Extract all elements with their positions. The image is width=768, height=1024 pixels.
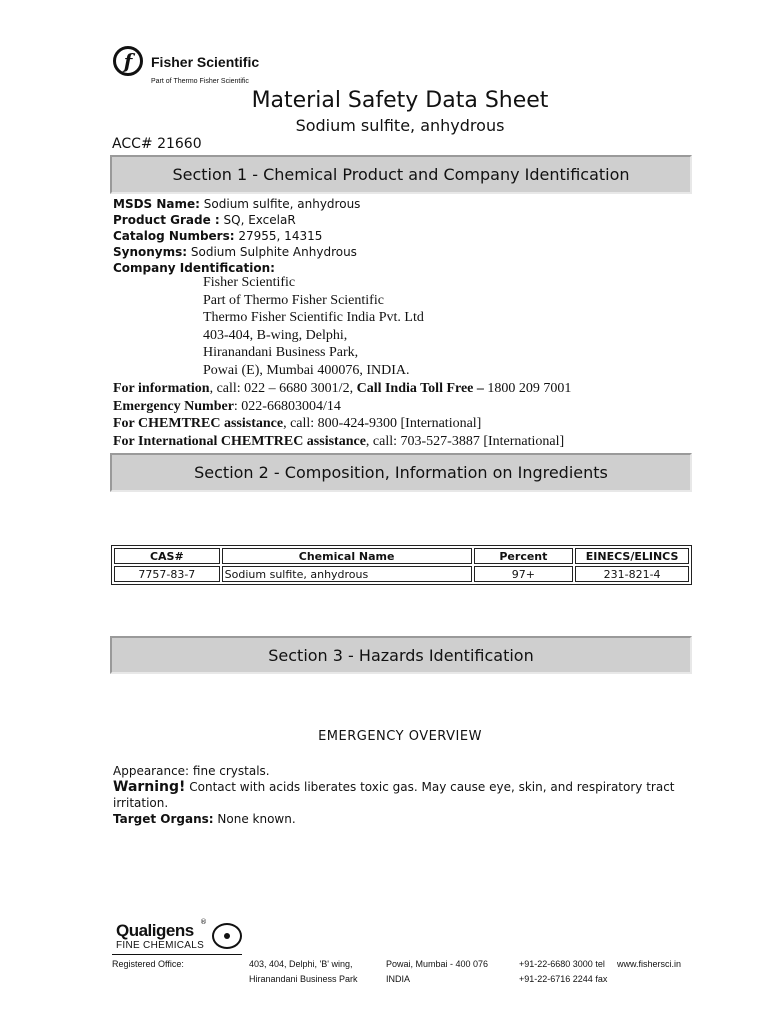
target-organs-label: Target Organs:	[113, 812, 214, 826]
table-row	[114, 566, 689, 582]
address-line: Part of Thermo Fisher Scientific	[203, 292, 384, 308]
footer-website[interactable]: www.fishersci.in	[617, 959, 682, 969]
info-text: , call: 022 – 6680 3001/2,	[209, 381, 357, 396]
product-info	[113, 196, 360, 276]
document-title: Material Safety Data Sheet	[251, 88, 549, 113]
info-label: For information	[113, 381, 210, 396]
address-line: 403-404, B-wing, Delphi,	[203, 327, 348, 343]
footer-city-line: INDIA	[386, 974, 411, 984]
emergency-overview-heading: EMERGENCY OVERVIEW	[318, 729, 482, 744]
footer-city	[386, 957, 488, 987]
synonyms: Sodium Sulphite Anhydrous	[190, 245, 357, 259]
section1-heading: Section 1 - Chemical Product and Company Identification	[110, 155, 692, 194]
footer-fax: +91-22-6716 2244 fax	[519, 974, 608, 984]
section2-heading: Section 2 - Composition, Information on Ingredients	[110, 453, 692, 492]
address-line: Thermo Fisher Scientific India Pvt. Ltd	[203, 310, 424, 325]
target-organs: None known.	[213, 812, 296, 826]
address-line: Powai (E), Mumbai 400076, INDIA.	[203, 362, 410, 378]
registered-mark: ®	[200, 918, 207, 926]
percent-cell: 97+	[474, 566, 574, 582]
chemical-name-cell: Sodium sulfite, anhydrous	[222, 566, 472, 582]
cas-cell: 7757-83-7	[114, 566, 220, 582]
brand-subtitle: Part of Thermo Fisher Scientific	[151, 78, 249, 85]
catalog-label: Catalog Numbers:	[113, 229, 235, 243]
footer-city-line: Powai, Mumbai - 400 076	[386, 959, 489, 969]
contact-info	[113, 380, 571, 450]
einecs-cell: 231-821-4	[575, 566, 689, 582]
footer-address	[249, 957, 358, 987]
grade: SQ, ExcelaR	[223, 213, 296, 227]
grade-label: Product Grade :	[113, 213, 220, 227]
registered-office-label: Registered Office:	[112, 959, 184, 969]
footer-phone	[519, 957, 607, 987]
tollfree-label: Call India Toll Free –	[356, 381, 484, 396]
document-subtitle: Sodium sulfite, anhydrous	[295, 116, 505, 135]
intl-chemtrec-label: For International CHEMTREC assistance	[113, 433, 366, 449]
footer-tel: +91-22-6680 3000 tel	[519, 959, 605, 969]
msds-name: Sodium sulfite, anhydrous	[203, 197, 361, 211]
company-label: Company Identification:	[113, 261, 275, 275]
hazard-summary	[113, 763, 683, 827]
intl-chemtrec-number: , call: 703-527-3887 [International]	[365, 433, 565, 449]
footer-divider	[112, 954, 242, 955]
warning-label: Warning!	[113, 779, 186, 795]
footer-address-line: 403, 404, Delphi, 'B' wing,	[249, 959, 353, 969]
address-line: Hiranandani Business Park,	[203, 345, 359, 360]
appearance: Appearance: fine crystals.	[113, 764, 270, 778]
synonyms-label: Synonyms:	[113, 245, 188, 259]
tollfree-number: 1800 209 7001	[483, 381, 572, 396]
column-header: Chemical Name	[222, 548, 472, 564]
chemtrec-label: For CHEMTREC assistance	[113, 416, 284, 431]
address-line: Fisher Scientific	[203, 275, 296, 290]
footer-address-line: Hiranandani Business Park	[249, 974, 358, 984]
emergency-label: Emergency Number	[113, 398, 234, 414]
column-header: CAS#	[114, 548, 220, 564]
table-header-row	[114, 548, 689, 564]
acc-number: ACC# 21660	[112, 136, 202, 152]
brand-name: Fisher Scientific	[151, 54, 260, 70]
composition-table	[111, 545, 692, 585]
qualigens-logo: Qualigens	[116, 921, 194, 940]
chemtrec-number: , call: 800-424-9300 [International]	[283, 416, 482, 431]
fisher-logo-icon: f	[113, 46, 143, 76]
warning-text: Contact with acids liberates toxic gas. May cause eye, skin, and respiratory tract irritation.	[113, 780, 675, 810]
catalog-numbers: 27955, 14315	[238, 229, 323, 243]
qualigens-subtitle: FINE CHEMICALS	[116, 940, 205, 951]
column-header: EINECS/ELINCS	[575, 548, 689, 564]
column-header: Percent	[474, 548, 574, 564]
emergency-number: : 022-66803004/14	[233, 398, 341, 414]
section3-heading: Section 3 - Hazards Identification	[110, 636, 692, 674]
company-address	[203, 274, 424, 379]
qualigens-mark-icon	[212, 923, 242, 949]
msds-name-label: MSDS Name:	[113, 197, 200, 211]
